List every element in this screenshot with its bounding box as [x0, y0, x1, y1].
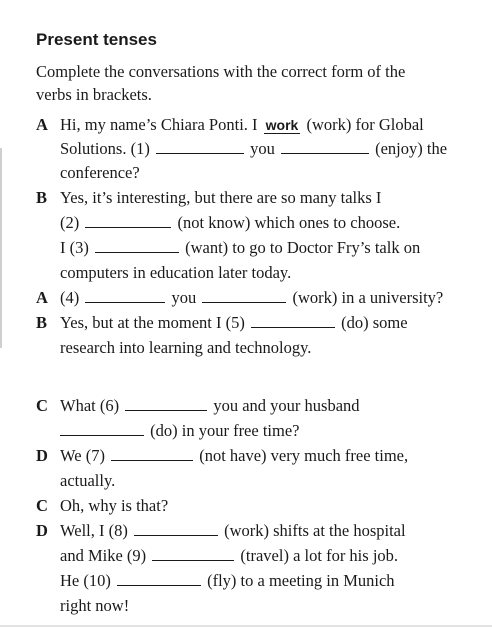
blank-8[interactable]	[134, 521, 218, 536]
line-13-text-a: We (7)	[60, 446, 105, 465]
line-12	[60, 419, 299, 442]
blank-1[interactable]	[156, 139, 244, 154]
speaker-a-label-2: A	[36, 288, 48, 307]
speaker-d-label-2: D	[36, 521, 48, 540]
line-13	[60, 444, 408, 467]
line-8-text-b: you	[171, 288, 197, 307]
instruction-line-1: Complete the conversations with the correct form of the	[36, 62, 406, 81]
line-3: conference?	[60, 163, 140, 182]
exercise-title: Present tenses	[36, 30, 157, 49]
line-13-text-b: (not have) very much free time,	[199, 446, 409, 465]
line-11-text-a: What (6)	[60, 396, 120, 415]
line-18-text-b: (fly) to a meeting in Munich	[207, 571, 395, 590]
line-4: Yes, it’s interesting, but there are so many talks I	[60, 188, 382, 207]
instruction-line-2: verbs in brackets.	[36, 85, 152, 104]
line-16-text-a: Well, I (8)	[60, 521, 128, 540]
blank-4[interactable]	[85, 288, 165, 303]
line-9	[60, 311, 408, 334]
line-18-text-a: He (10)	[60, 571, 111, 590]
line-19: right now!	[60, 596, 130, 615]
line-6	[60, 236, 420, 259]
speaker-b-label: B	[36, 188, 48, 207]
line-15: Oh, why is that?	[60, 496, 169, 515]
line-8	[60, 286, 443, 309]
line-7: computers in education later today.	[60, 263, 292, 282]
blank-3[interactable]	[95, 238, 179, 253]
line-9-text-b: (do) some	[341, 313, 408, 332]
speaker-a-label: A	[36, 115, 48, 134]
blank-9[interactable]	[152, 546, 234, 561]
line-16	[60, 519, 406, 542]
speaker-c-label-2: C	[36, 496, 48, 515]
line-16-text-b: (work) shifts at the hospital	[224, 521, 406, 540]
line-10: research into learning and technology.	[60, 338, 312, 357]
line-2-text-b: you	[250, 139, 275, 158]
blank-2[interactable]	[85, 213, 171, 228]
line-18	[60, 569, 395, 592]
blank-4b[interactable]	[202, 288, 286, 303]
line-11-text-b: you and your husband	[213, 396, 360, 415]
blank-7[interactable]	[111, 446, 193, 461]
line-1-text-a: Hi, my name’s Chiara Ponti. I	[60, 115, 258, 134]
line-11	[60, 394, 360, 417]
page-edge-shadow	[0, 148, 2, 348]
blank-6b[interactable]	[60, 421, 144, 436]
line-2-text-c: (enjoy) the	[375, 139, 448, 158]
line-2	[60, 137, 447, 160]
line-17-text-b: (travel) a lot for his job.	[240, 546, 399, 565]
example-answer: work	[265, 117, 299, 133]
instructions	[36, 60, 456, 106]
line-14: actually.	[60, 471, 116, 490]
line-1	[60, 113, 424, 136]
line-6-text-a: I (3)	[60, 238, 89, 257]
line-2-text-a: Solutions. (1)	[60, 139, 150, 158]
line-17-text-a: and Mike (9)	[60, 546, 147, 565]
blank-10[interactable]	[117, 571, 201, 586]
line-5-text-b: (not know) which ones to choose.	[177, 213, 401, 232]
line-1-text-b: (work) for Global	[306, 115, 424, 134]
speaker-b-label-2: B	[36, 313, 48, 332]
line-8-text-a: (4)	[60, 288, 80, 307]
line-8-text-c: (work) in a university?	[292, 288, 444, 307]
line-17	[60, 544, 398, 567]
line-5-text-a: (2)	[60, 213, 80, 232]
speaker-c-label: C	[36, 396, 48, 415]
blank-1b[interactable]	[281, 139, 369, 154]
line-6-text-b: (want) to go to Doctor Fry’s talk on	[185, 238, 421, 257]
blank-6[interactable]	[125, 396, 207, 411]
line-5	[60, 211, 400, 234]
line-12-text: (do) in your free time?	[150, 421, 300, 440]
line-9-text-a: Yes, but at the moment I (5)	[60, 313, 245, 332]
blank-5[interactable]	[251, 313, 335, 328]
speaker-d-label: D	[36, 446, 48, 465]
